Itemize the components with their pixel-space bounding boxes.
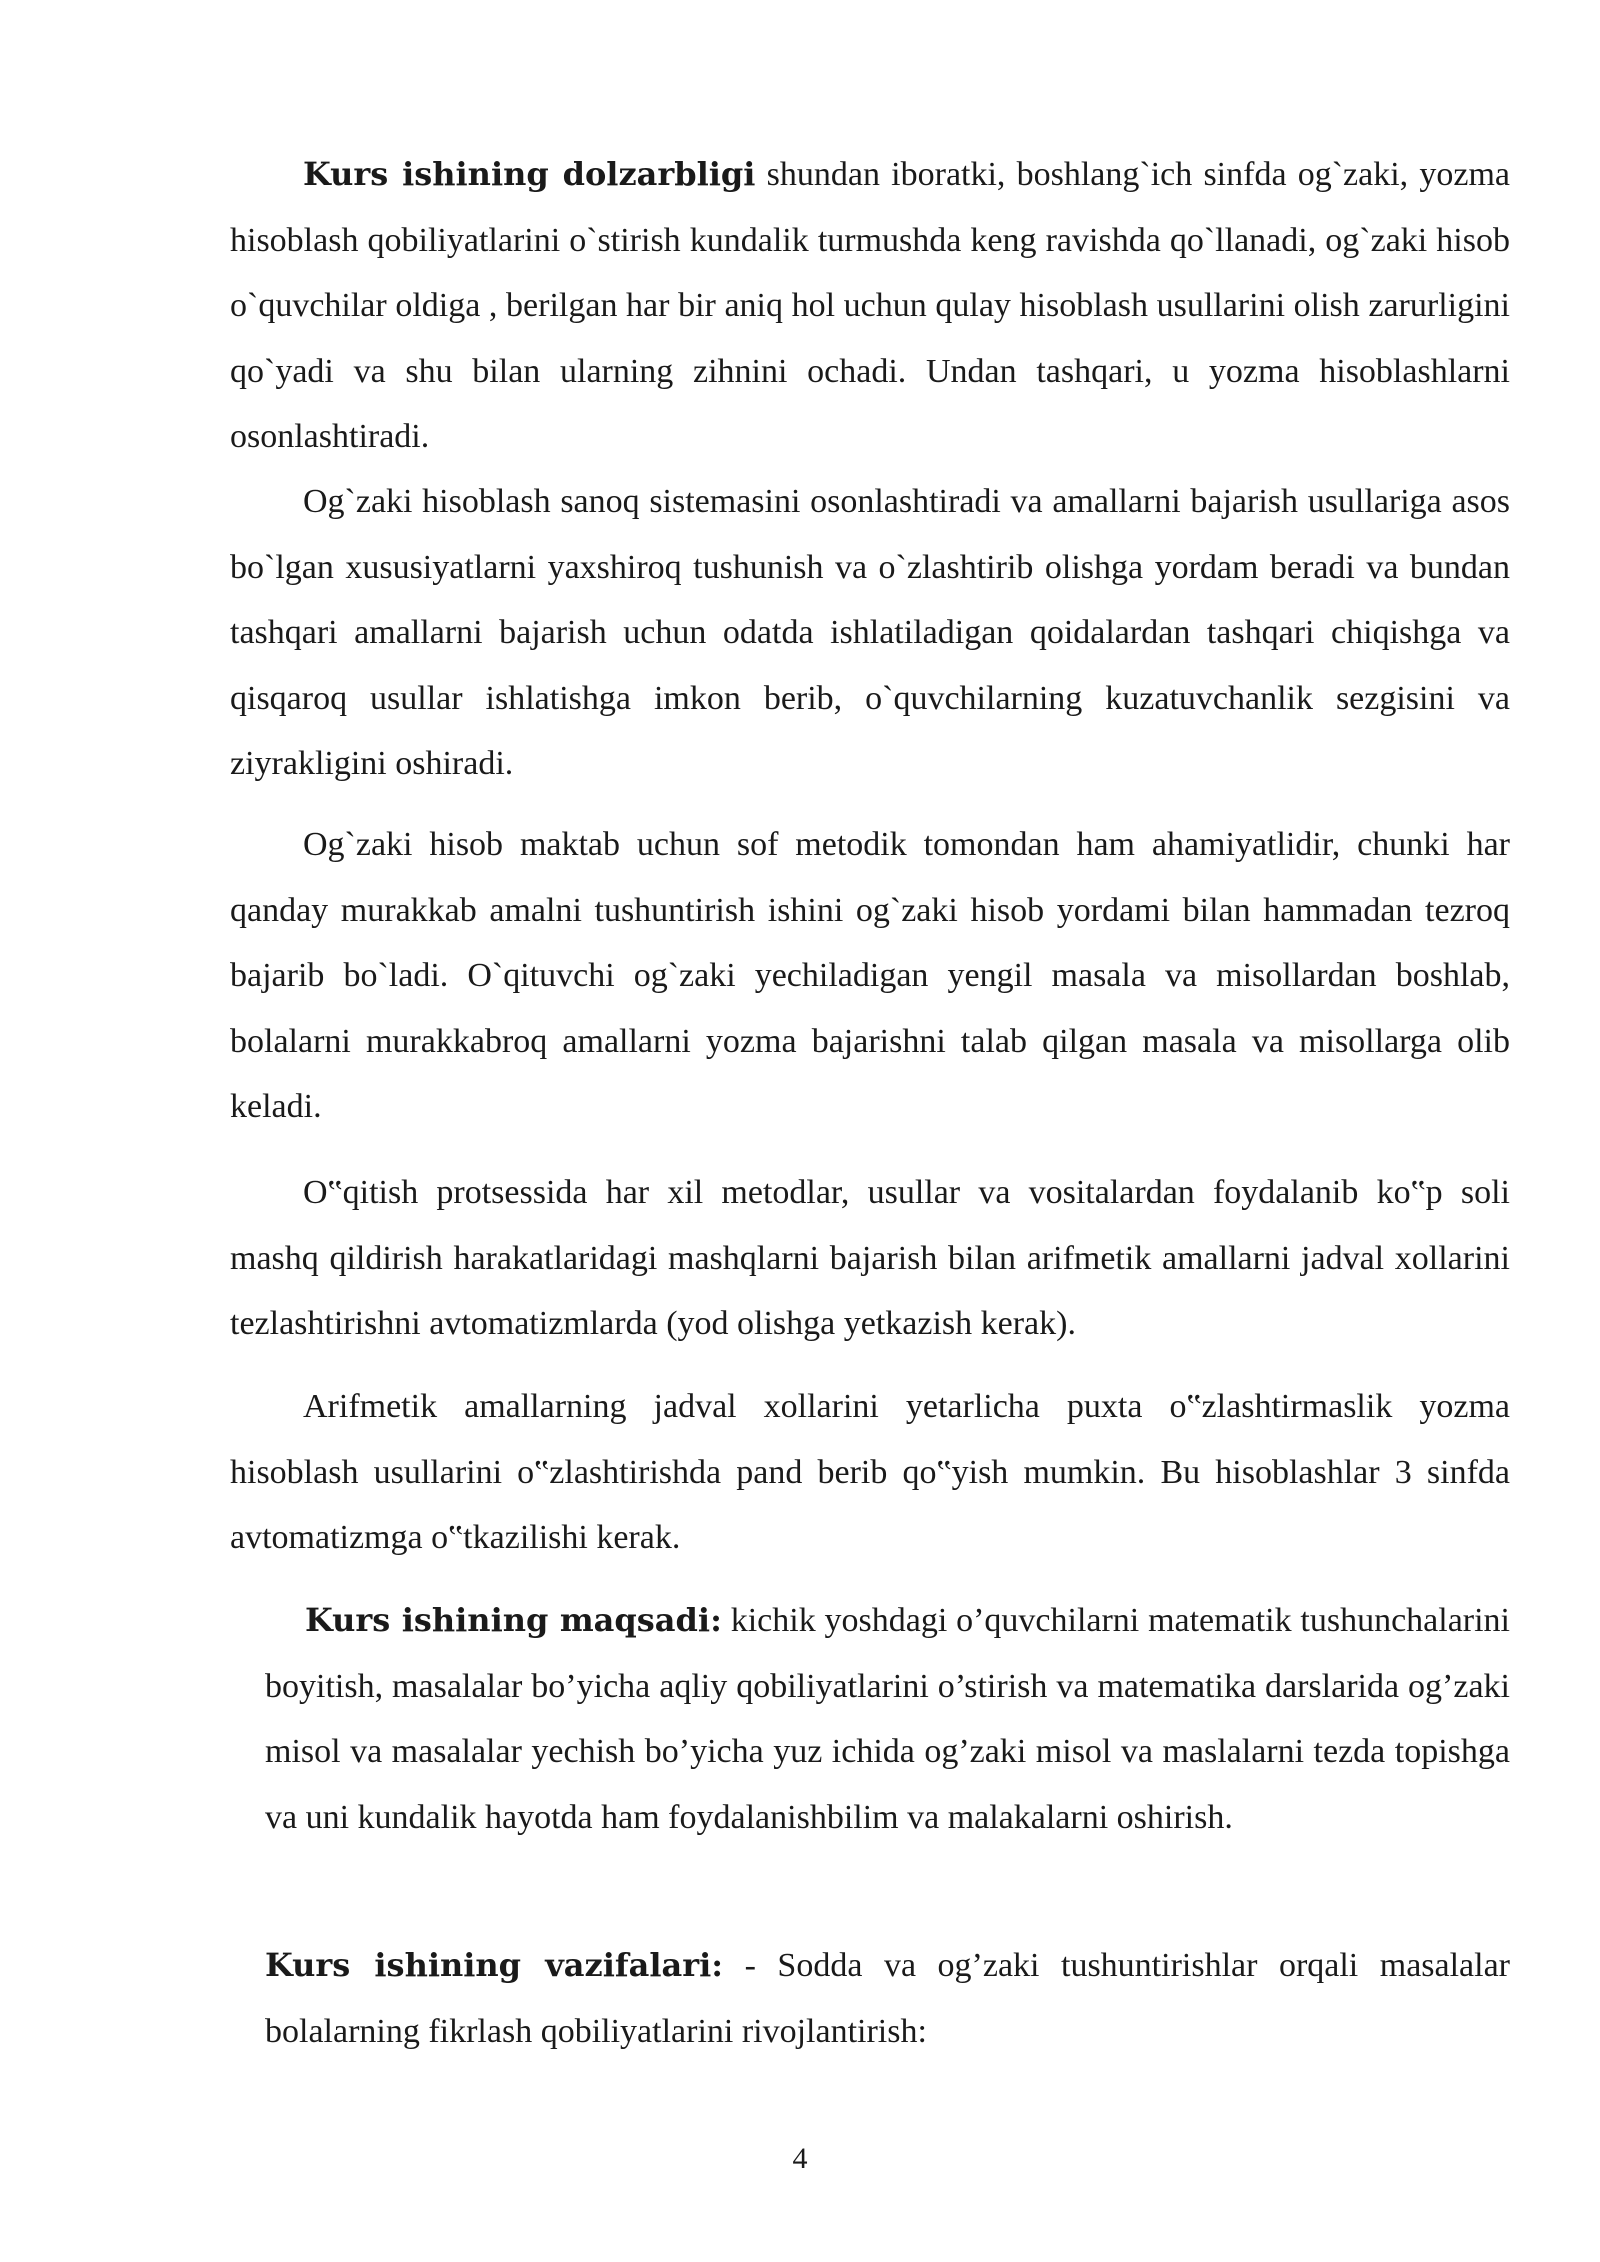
paragraph-text-teaching-process: O‟qitish protsessida har xil metodlar, usullar va vositalardan foydalanib ko‟p soli mashq qildirish harakatlaridagi mashqlarni bajarish bilan arifmetik amallarni jadval xollarini tezlashtirishni avtomatizmlarda (yod olishga yetkazish kerak). xyxy=(230,1174,1510,1342)
paragraph-oral-calculation xyxy=(230,469,1510,797)
paragraph-text-oral-calculation: Og`zaki hisoblash sanoq sistemasini osonlashtiradi va amallarni bajarish usullariga asos bo`lgan xususiyatlarni yaxshiroq tushunish va o`zlashtirib olishga yordam beradi va bundan tashqari amallarni bajarish uchun odatda ishlatiladigan qoidalardan tashqari chiqishga va qisqaroq usullar ishlatishga imkon berib, o`quvchilarning kuzatuvchanlik sezgisini va ziyrakligini oshiradi. xyxy=(230,483,1510,782)
paragraph-goal xyxy=(265,1588,1510,1850)
paragraph-heading-tasks: Kurs ishining vazifalari: xyxy=(265,1946,724,1984)
paragraph-arithmetic-tables xyxy=(230,1374,1510,1571)
paragraph-teaching-process xyxy=(230,1160,1510,1357)
paragraph-heading-relevance: Kurs ishining dolzarbligi xyxy=(303,155,756,193)
paragraph-text-relevance: shundan iboratki, boshlang`ich sinfda og`zaki, yozma hisoblash qobiliyatlarini o`stirish kundalik turmushda keng ravishda qo`llanadi, og`zaki hisob o`quvchilar oldiga , berilgan har bir aniq hol uchun qulay hisoblash usullarini olish zarurligini qo`yadi va shu bilan ularning zihnini ochadi. Undan tashqari, u yozma hisoblashlarni osonlashtiradi. xyxy=(230,156,1511,455)
paragraph-text-methodical-importance: Og`zaki hisob maktab uchun sof metodik tomondan ham ahamiyatlidir, chunki har qanday murakkab amalni tushuntirish ishini og`zaki hisob yordami bilan hammadan tezroq bajarib bo`ladi. O`qituvchi og`zaki yechiladigan yengil masala va misollardan boshlab, bolalarni murakkabroq amallarni yozma bajarishni talab qilgan masala va misollarga olib keladi. xyxy=(230,826,1510,1125)
page-number: 4 xyxy=(792,2142,808,2175)
paragraph-methodical-importance xyxy=(230,812,1510,1140)
paragraph-text-arithmetic-tables: Arifmetik amallarning jadval xollarini yetarlicha puxta o‟zlashtirmaslik yozma hisoblash usullarini o‟zlashtirishda pand berib qo‟yish mumkin. Bu hisoblashlar 3 sinfda avtomatizmga o‟tkazilishi kerak. xyxy=(230,1388,1510,1556)
paragraph-heading-goal: Kurs ishining maqsadi: xyxy=(305,1601,722,1639)
paragraph-tasks xyxy=(265,1933,1510,2064)
paragraph-text-tasks: - Sodda va og’zaki tushuntirishlar orqali masalalar bolalarning fikrlash qobiliyatlarini rivojlantirish: xyxy=(265,1947,1511,2050)
paragraph-relevance xyxy=(230,142,1510,470)
paragraph-text-goal: kichik yoshdagi o’quvchilarni matematik tushunchalarini boyitish, masalalar bo’yicha aqliy qobiliyatlarini o’stirish va matematika darslarida og’zaki misol va masalalar yechish bo’yicha yuz ichida og’zaki misol va maslalarni tezda topishga va uni kundalik hayotda ham foydalanishbilim va malakalarni oshirish. xyxy=(265,1602,1510,1836)
